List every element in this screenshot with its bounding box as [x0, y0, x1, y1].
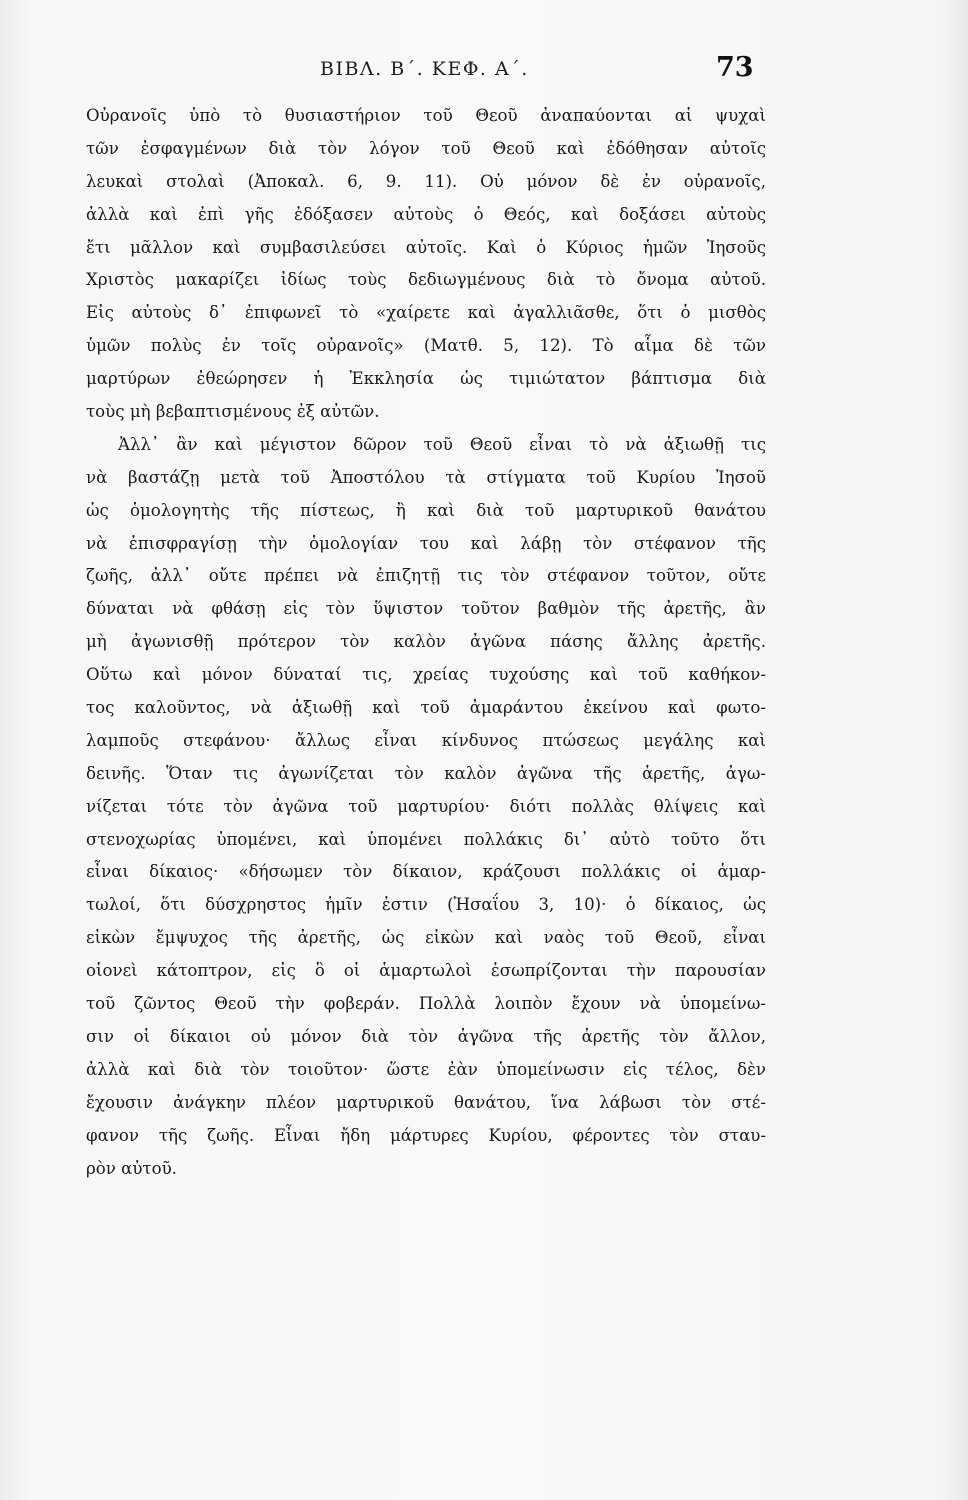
text-line: τῶν ἐσφαγμένων διὰ τὸν λόγον τοῦ Θεοῦ καὶ ἐδόθησαν αὐτοῖς: [86, 138, 766, 158]
text-line: εἶναι δίκαιος· «δήσωμεν τὸν δίκαιον, κράζουσι πολλάκις οἱ ἁμαρ-: [86, 862, 766, 882]
text-line: φανον τῆς ζωῆς. Εἶναι ἤδη μάρτυρες Κυρίου, φέροντες τὸν σταυ-: [86, 1125, 766, 1145]
text-line: οἱονεὶ κάτοπτρον, εἰς ὃ οἱ ἁμαρτωλοὶ ἐσωπρίζονται τὴν παρουσίαν: [86, 961, 766, 981]
paragraph-start-line: Ἀλλ᾽ ἂν καὶ μέγιστον δῶρον τοῦ Θεοῦ εἶναι τὸ νὰ ἀξιωθῇ τις: [118, 434, 766, 454]
text-line: ζωῆς, ἀλλ᾽ οὔτε πρέπει νὰ ἐπιζητῇ τις τὸν στέφανον τοῦτον, οὔτε: [86, 566, 766, 586]
text-line: μαρτύρων ἐθεώρησεν ἡ Ἐκκλησία ὡς τιμιώτατον βάπτισμα διὰ: [86, 369, 766, 389]
text-line: τοῦ ζῶντος Θεοῦ τὴν φοβεράν. Πολλὰ λοιπὸν ἔχουν νὰ ὑπομείνω-: [86, 994, 766, 1014]
text-line: δύναται νὰ φθάσῃ εἰς τὸν ὕψιστον τοῦτον βαθμὸν τῆς ἀρετῆς, ἂν: [86, 599, 766, 619]
text-line: τωλοί, ὅτι δύσχρηστος ἡμῖν ἐστιν (Ἠσαΐου 3, 10)· ὁ δίκαιος, ὡς: [86, 895, 766, 915]
text-line: δεινῆς. Ὅταν τις ἀγωνίζεται τὸν καλὸν ἀγῶνα τῆς ἀρετῆς, ἀγω-: [86, 763, 766, 783]
text-line: νὰ βαστάζῃ μετὰ τοῦ Ἀποστόλου τὰ στίγματα τοῦ Κυρίου Ἰησοῦ: [86, 467, 766, 487]
running-head: ΒΙΒΛ. Β΄. ΚΕΦ. Α΄.: [320, 58, 529, 80]
text-line: ἔχουσιν ἀνάγκην πλέον μαρτυρικοῦ θανάτου, ἵνα λάβωσι τὸν στέ-: [86, 1092, 766, 1112]
text-line: ὑμῶν πολὺς ἐν τοῖς οὐρανοῖς» (Ματθ. 5, 12). Τὸ αἷμα δὲ τῶν: [86, 336, 766, 356]
text-line: τος καλοῦντος, νὰ ἀξιωθῇ καὶ τοῦ ἀμαράντου ἐκείνου καὶ φωτο-: [86, 698, 766, 718]
text-line: ἀλλὰ καὶ διὰ τὸν τοιοῦτον· ὥστε ἐὰν ὑπομείνωσιν εἰς τέλος, δὲν: [86, 1059, 766, 1079]
text-line: εἰκὼν ἔμψυχος τῆς ἀρετῆς, ὡς εἰκὼν καὶ ναὸς τοῦ Θεοῦ, εἶναι: [86, 928, 766, 948]
text-line: ἔτι μᾶλλον καὶ συμβασιλεύσει αὐτοῖς. Καὶ ὁ Κύριος ἡμῶν Ἰησοῦς: [86, 237, 766, 257]
text-line: νὰ ἐπισφραγίσῃ τὴν ὁμολογίαν του καὶ λάβῃ τὸν στέφανον τῆς: [86, 533, 766, 553]
text-line: ὡς ὁμολογητὴς τῆς πίστεως, ἢ καὶ διὰ τοῦ μαρτυρικοῦ θανάτου: [86, 500, 766, 520]
text-line: στενοχωρίας ὑπομένει, καὶ ὑπομένει πολλάκις δι᾽ αὐτὸ τοῦτο ὅτι: [86, 829, 766, 849]
text-line: λαμποῦς στεφάνου· ἄλλως εἶναι κίνδυνος πτώσεως μεγάλης καὶ: [86, 730, 766, 750]
text-line: ἀλλὰ καὶ ἐπὶ γῆς ἐδόξασεν αὐτοὺς ὁ Θεός, καὶ δοξάσει αὐτοὺς: [86, 204, 766, 224]
page-number: 73: [716, 52, 754, 83]
text-line: νίζεται τότε τὸν ἀγῶνα τοῦ μαρτυρίου· διότι πολλὰς θλίψεις καὶ: [86, 796, 766, 816]
text-line: Οὕτω καὶ μόνον δύναταί τις, χρείας τυχούσης καὶ τοῦ καθήκον-: [86, 665, 766, 685]
paragraph-end-line: ρὸν αὐτοῦ.: [86, 1158, 177, 1178]
text-line: λευκαὶ στολαὶ (Ἀποκαλ. 6, 9. 11). Οὐ μόνον δὲ ἐν οὐρανοῖς,: [86, 171, 766, 191]
page-header: [0, 52, 968, 92]
text-line: Εἰς αὐτοὺς δ᾽ ἐπιφωνεῖ τὸ «χαίρετε καὶ ἀγαλλιᾶσθε, ὅτι ὁ μισθὸς: [86, 303, 766, 323]
text-line: Οὐρανοῖς ὑπὸ τὸ θυσιαστήριον τοῦ Θεοῦ ἀναπαύονται αἱ ψυχαὶ: [86, 106, 766, 125]
text-line: μὴ ἀγωνισθῇ πρότερον τὸν καλὸν ἀγῶνα πάσης ἄλλης ἀρετῆς.: [86, 632, 766, 652]
text-line: Χριστὸς μακαρίζει ἰδίως τοὺς δεδιωγμένους διὰ τὸ ὄνομα αὐτοῦ.: [86, 270, 766, 290]
body-text: [86, 100, 766, 1185]
paragraph-end-line: τοὺς μὴ βεβαπτισμένους ἐξ αὐτῶν.: [86, 402, 380, 422]
text-line: σιν οἱ δίκαιοι οὐ μόνον διὰ τὸν ἀγῶνα τῆς ἀρετῆς τὸν ἄλλον,: [86, 1026, 766, 1046]
